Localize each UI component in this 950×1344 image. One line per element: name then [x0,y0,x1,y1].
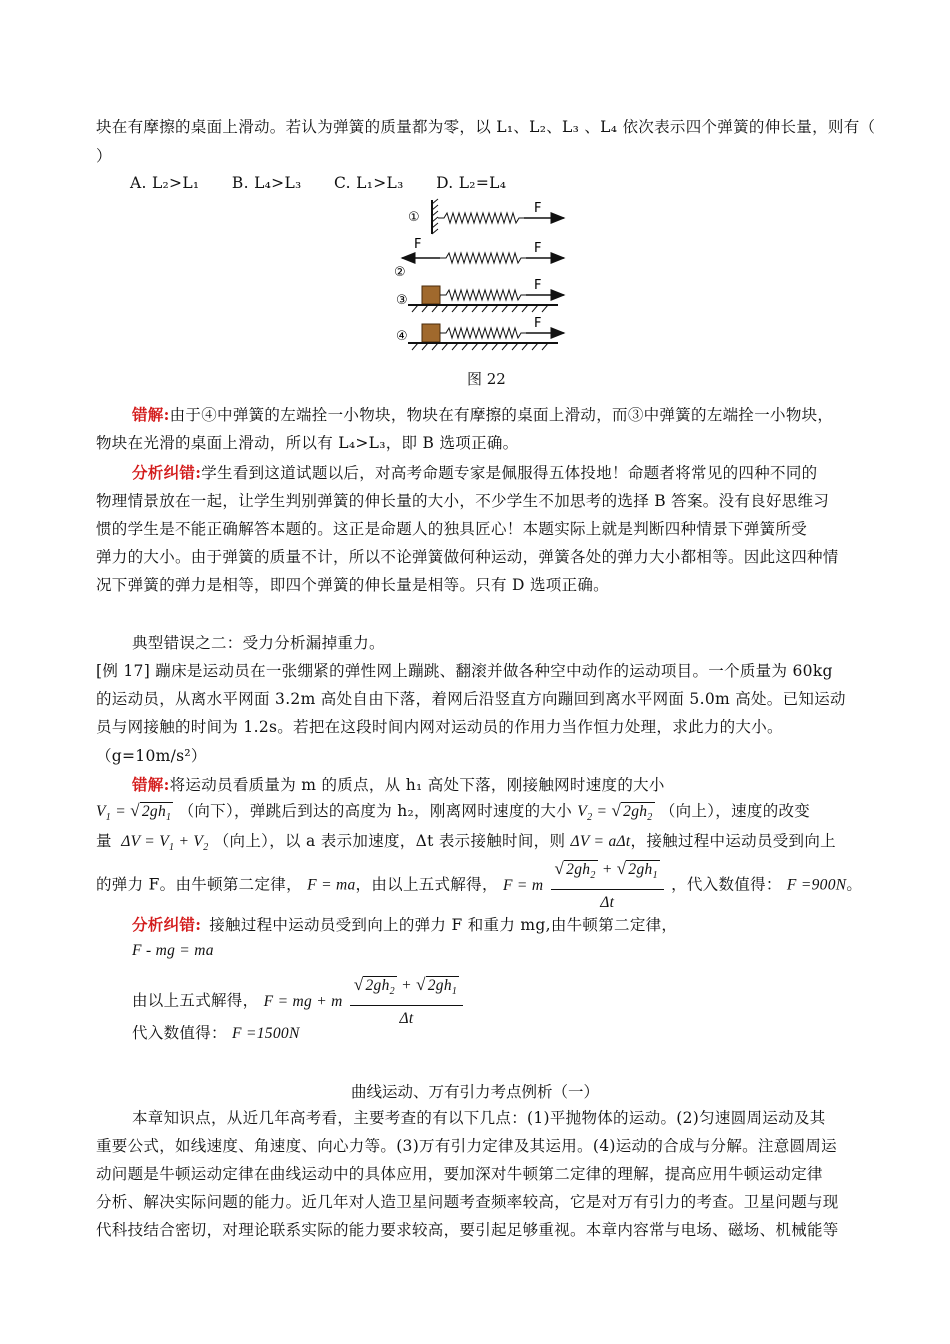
wrong-solution-2-line: $V_1$ = √ $2gh_1$ （向下），弹跳后到达的高度为 h₂，刚离网时速度的大小 $V_2$ = √ $2gh_2$ （向上），速度的改变 [96,801,811,824]
wrong-solution-2: 错解:将运动员看质量为 m 的质点，从 h₁ 高处下落，刚接触网时速度的大小 [132,775,665,794]
case-label: ② [394,265,406,280]
wrong-label: 错解: [132,405,170,424]
case-label: ① [408,210,420,225]
equation-newton: F = ma [307,876,356,894]
analysis-label: 分析纠错: [132,915,202,934]
equation-f-wrong: F = m $\frac{√ 2gh_2 + √ 2gh_1}{\Delta t}$ [503,877,671,894]
case-label: ③ [396,293,408,308]
example-17-line: 的运动员，从离水平网面 3.2m 高处自由下落，着网后沿竖直方向蹦回到离水平网面 5.0m 高处。已知运动 [96,690,846,708]
correct-result: F =1500N [232,1025,300,1042]
option-c: C. L₁>L₃ [334,174,404,192]
wrong-solution-1-cont: 物块在光滑的桌面上滑动，所以有 L₄>L₃，即 B 选项正确。 [96,434,519,452]
answer-options [130,172,506,194]
example-17-line: 员与网接触的时间为 1.2s。若把在这段时间内网对运动员的作用力当作恒力处理，求此力的大小。 [96,718,783,736]
example-17-line: [例 17] 蹦床是运动员在一张绷紧的弹性网上蹦跳、翻滚并做各种空中动作的运动项目。一个质量为 60kg [96,662,833,680]
analysis-1-line: 惯的学生是不能正确解答本题的。这正是命题人的独具匠心！本题实际上就是判断四种情景下弹簧所受 [96,520,808,538]
chapter-text-line: 本章知识点，从近几年高考看，主要考查的有以下几点：(1)平抛物体的运动。(2)匀速圆周运动及其 [132,1109,826,1127]
chapter-text-line: 动问题是牛顿运动定律在曲线运动中的具体应用，要加深对牛顿第二定律的理解，提高应用牛顿运动定律 [96,1165,823,1183]
case-4-block-rough [396,316,564,350]
chapter-text-line: 重要公式，如线速度、角速度、向心力等。(3)万有引力定律及其运用。(4)运动的合成与分解。注意圆周运 [96,1137,837,1155]
case-2-free-spring [394,237,564,280]
wrong-solution-2-line: 的弹力 F。由牛顿第二定律， F = ma，由以上五式解得， F = m $\frac{√ 2gh_2 + √ 2gh_1}{\Delta t}$ ，代入数值得： F =900N。 [96,859,863,912]
analysis-2: 分析纠错: 接触过程中运动员受到向上的弹力 F 和重力 mg,由牛顿第二定律， [132,915,678,934]
case-label: ④ [396,329,408,344]
wrong-label: 错解: [132,775,170,794]
spring-diagram [388,196,588,366]
option-a: A. L₂>L₁ [130,174,200,192]
svg-text:F: F [534,201,542,216]
svg-text:F: F [534,278,542,293]
wrong-result: F =900N [786,876,847,894]
case-1-wall-spring [408,199,564,234]
svg-text:F: F [534,316,542,331]
equation-f-correct: F = mg + m $\frac{√ 2gh_2 + √ 2gh_1}{\Delta t}$ [264,993,467,1010]
svg-text:F: F [534,241,542,256]
section-2-title: 典型错误之二：受力分析漏掉重力。 [132,634,385,652]
question-text-line: 块在有摩擦的桌面上滑动。若认为弹簧的质量都为零，以 L₁、L₂、L₃ 、L₄ 依次表示四个弹簧的伸长量，则有（ [96,118,876,136]
chapter-text-line: 代科技结合密切，对理论联系实际的能力要求较高，要引起足够重视。本章内容常与电场、磁场、机械能等 [96,1221,839,1239]
analysis-2-solve: 由以上五式解得， F = mg + m $\frac{√ 2gh_2 + √ 2gh_1}{\Delta t}$ [132,974,466,1030]
analysis-1-line: 物理情景放在一起，让学生判别弹簧的伸长量的大小，不少学生不加思考的选择 B 答案。没有良好思维习 [96,492,830,510]
wrong-solution-1: 错解:由于④中弹簧的左端拴一小物块，物块在有摩擦的桌面上滑动，而③中弹簧的左端拴一小物块， [132,405,834,424]
chapter-text-line: 分析、解决实际问题的能力。近几年对人造卫星问题考查频率较高，它是对万有引力的考查。卫星问题与现 [96,1193,839,1211]
analysis-label: 分析纠错: [132,463,202,482]
option-d: D. L₂=L₄ [436,174,507,192]
example-17-line: （g=10m/s²） [96,747,207,765]
equation-accel: ΔV = aΔt [570,833,631,850]
question-text-line: ） [96,147,112,165]
chapter-heading: 曲线运动、万有引力考点例析（一） [350,1083,599,1101]
option-b: B. L₄>L₃ [231,174,302,192]
equation-v2: $V_2$ = √ $2gh_2$ [577,801,653,824]
analysis-1: 分析纠错:学生看到这道试题以后，对高考命题专家是佩服得五体投地！命题者将常见的四种不同的 [132,463,818,482]
analysis-2-result: 代入数值得： F =1500N [132,1024,300,1042]
case-3-block-smooth [396,278,564,312]
equation-force-balance: F - mg = ma [132,942,214,959]
analysis-1-line: 弹力的大小。由于弹簧的质量不计，所以不论弹簧做何种运动，弹簧各处的弹力大小都相等。因此这四种情 [96,548,839,566]
analysis-1-line: 况下弹簧的弹力是相等，即四个弹簧的伸长量是相等。只有 D 选项正确。 [96,576,609,594]
equation-delta-v: $\Delta V = V_1 + V_2$ [117,833,209,854]
equation-v1: $V_1$ = √ $2gh_1$ [96,801,172,824]
wrong-solution-2-line: 量 $\Delta V = V_1 + V_2$ （向上），以 a 表示加速度，Δt 表示接触时间，则 ΔV = aΔt，接触过程中运动员受到向上 [96,832,836,854]
figure-caption: 图 22 [467,370,506,388]
svg-text:F: F [414,237,422,252]
